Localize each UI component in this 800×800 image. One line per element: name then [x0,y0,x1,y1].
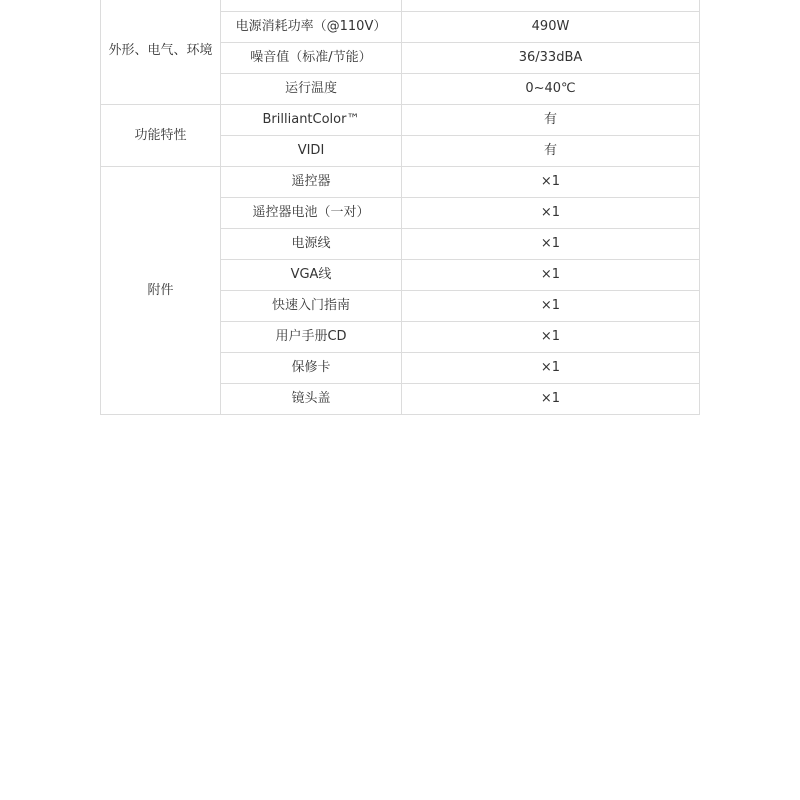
value-cell: 有 [402,105,700,136]
category-label: 功能特性 [134,127,187,143]
item-cell: BrilliantColor™ [221,105,402,136]
item-cell [221,0,402,12]
category-label: 附件 [147,282,174,298]
item-cell: 电源消耗功率（@110V） [221,12,402,43]
item-cell: VIDI [221,136,402,167]
item-cell: 遥控器 [221,167,402,198]
spec-row [101,167,700,198]
spec-row [101,0,700,12]
item-cell: 电源线 [221,229,402,260]
item-cell: 保修卡 [221,353,402,384]
value-cell: ×1 [402,260,700,291]
value-cell: ×1 [402,384,700,415]
category-cell-features [101,105,221,167]
value-cell: ×1 [402,353,700,384]
value-cell: 36/33dBA [402,43,700,74]
item-cell: 镜头盖 [221,384,402,415]
spec-row [101,105,700,136]
item-cell: 用户手册CD [221,322,402,353]
category-cell-appearance [101,0,221,105]
category-cell-accessories [101,167,221,415]
value-cell: 有 [402,136,700,167]
item-cell: 噪音值（标准/节能） [221,43,402,74]
item-cell: 快速入门指南 [221,291,402,322]
value-cell: ×1 [402,229,700,260]
item-cell: 运行温度 [221,74,402,105]
value-cell: ×1 [402,291,700,322]
item-cell: 遥控器电池（一对） [221,198,402,229]
value-cell: 0~40℃ [402,74,700,105]
category-label: 外形、电气、环境 [108,42,213,58]
spec-table-container [100,0,699,415]
value-cell: ×1 [402,167,700,198]
value-cell: 490W [402,12,700,43]
spec-table [100,0,700,415]
value-cell [402,0,700,12]
value-cell: ×1 [402,322,700,353]
item-cell: VGA线 [221,260,402,291]
value-cell: ×1 [402,198,700,229]
